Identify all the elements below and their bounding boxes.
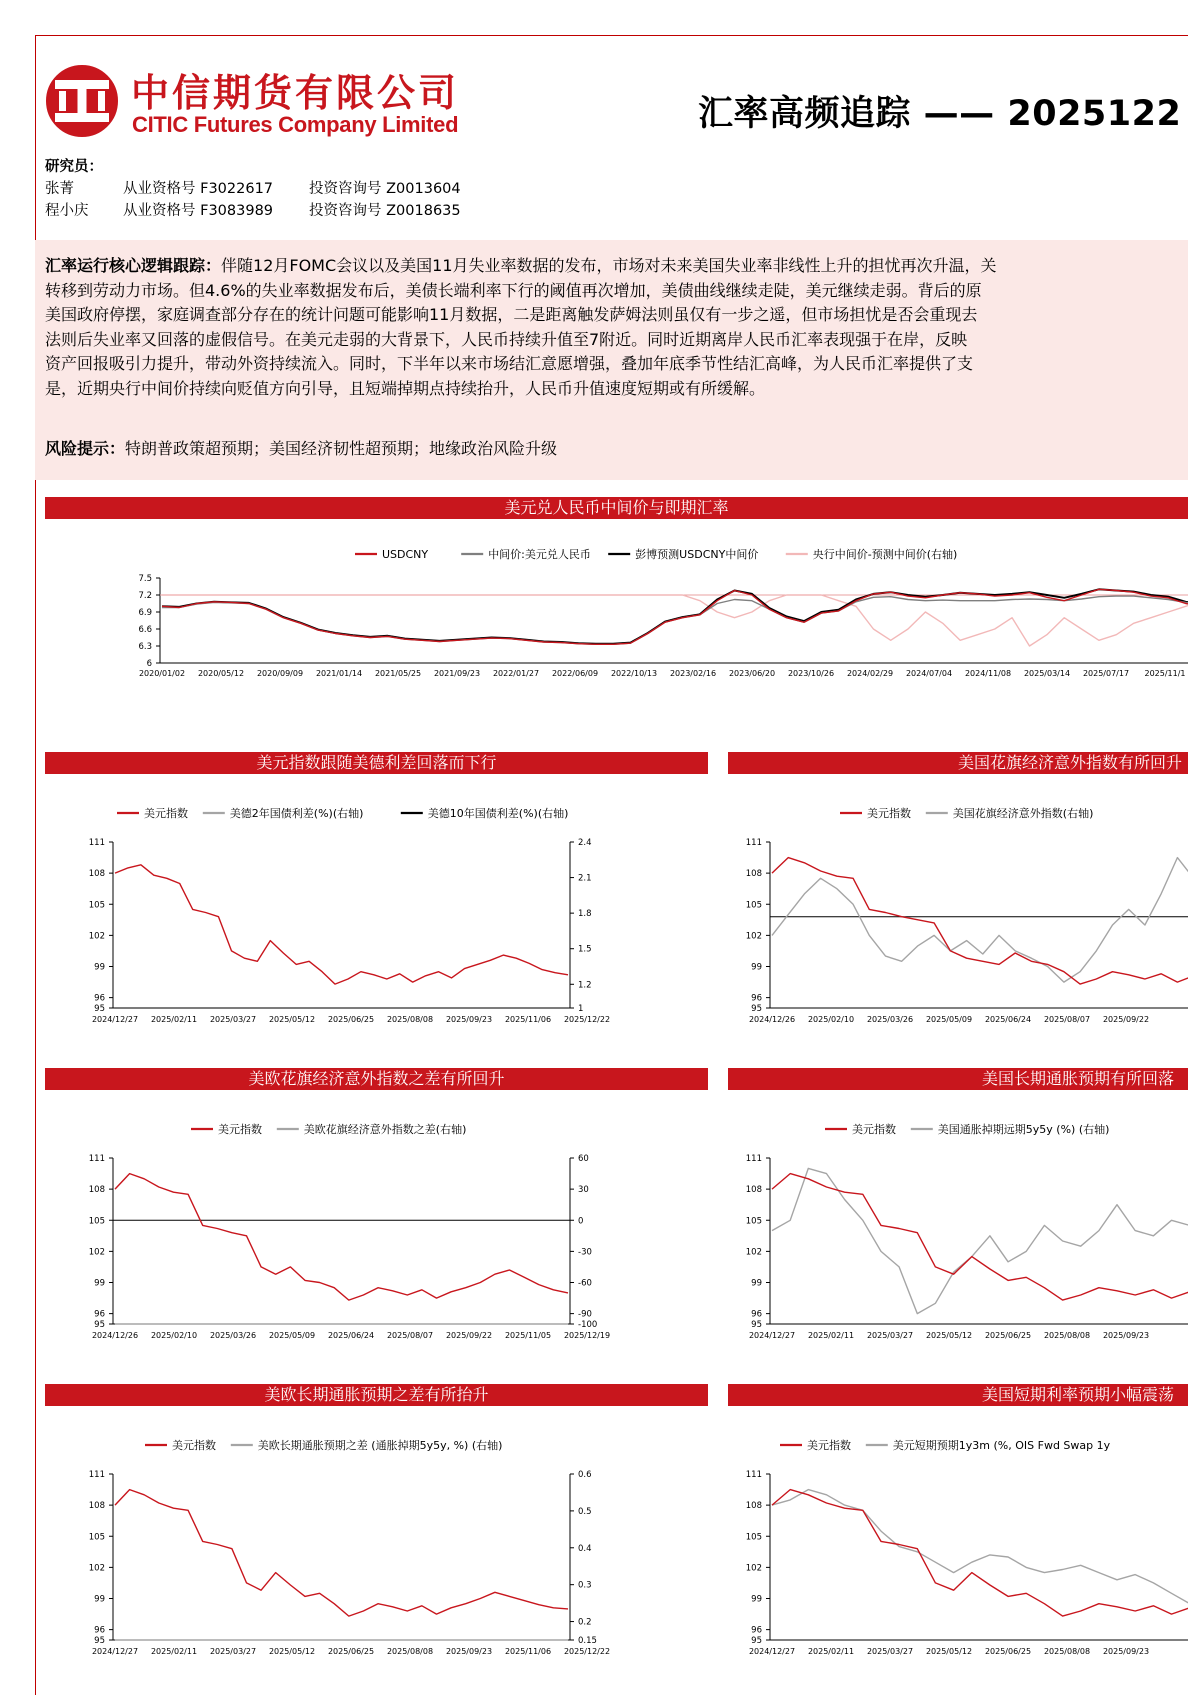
y-tick-label: 96 xyxy=(94,1625,105,1636)
x-tick-label: 2023/02/16 xyxy=(669,669,717,678)
y-tick-label-right: 2.4 xyxy=(578,838,592,848)
us-citi-surprise-chart xyxy=(728,795,1188,1040)
y-tick-label: 95 xyxy=(94,1004,105,1014)
x-tick-label: 2025/09/23 xyxy=(445,1015,493,1024)
x-tick-label: 2021/05/25 xyxy=(374,669,422,678)
legend-label: 美元指数 xyxy=(144,807,188,820)
y-tick-label: 99 xyxy=(94,962,105,973)
researchers-heading: 研究员： xyxy=(45,159,103,175)
y-tick-label: 95 xyxy=(751,1320,762,1330)
researcher-name: 程小庆 xyxy=(45,203,89,219)
series-line xyxy=(162,589,1188,643)
legend-label: 美元指数 xyxy=(172,1439,216,1452)
y-tick-label: 96 xyxy=(751,1625,762,1636)
researcher-qualification: 从业资格号 F3022617 xyxy=(123,181,274,197)
x-tick-label: 2025/11/05 xyxy=(504,1331,552,1340)
summary-box xyxy=(35,240,1188,480)
x-tick-label: 2025/02/11 xyxy=(807,1647,855,1656)
x-tick-label: 2025/09/22 xyxy=(445,1331,493,1340)
x-tick-label: 2025/08/07 xyxy=(386,1331,434,1340)
y-tick-label: 111 xyxy=(745,838,762,848)
legend-label: 美德2年国债利差(%)(右轴) xyxy=(229,807,364,820)
y-tick-label: 99 xyxy=(751,962,762,973)
chart-title-bar: 美国短期利率预期小幅震荡 xyxy=(728,1384,1188,1406)
y-tick-label: 6.6 xyxy=(138,625,152,635)
chart-title-bar: 美元兑人民币中间价与即期汇率 xyxy=(45,497,1188,519)
risk-warning xyxy=(45,436,557,459)
x-tick-label: 2025/08/08 xyxy=(386,1647,434,1656)
x-tick-label: 2025/08/08 xyxy=(1043,1331,1091,1340)
x-tick-label: 2024/12/27 xyxy=(91,1647,139,1656)
y-tick-label-right: 1.8 xyxy=(578,909,592,920)
y-tick-label: 105 xyxy=(745,900,762,911)
x-tick-label: 2025/09/23 xyxy=(1102,1647,1150,1656)
summary-line: 资产回报吸引力提升，带动外资持续流入。同时，下半年以来市场结汇意愿增强，叠加年底季节性结汇高峰，为人民币汇率提供了支 xyxy=(45,354,974,373)
series-line xyxy=(772,1174,1188,1301)
y-tick-label: 99 xyxy=(94,1594,105,1605)
series-line xyxy=(115,865,568,984)
x-tick-label: 2024/12/27 xyxy=(748,1647,796,1656)
x-tick-label: 2025/06/24 xyxy=(984,1015,1032,1024)
x-tick-label: 2020/05/12 xyxy=(197,669,245,678)
x-tick-label: 2025/03/27 xyxy=(866,1647,914,1656)
y-tick-label: 95 xyxy=(94,1320,105,1330)
y-tick-label: 95 xyxy=(94,1636,105,1646)
y-tick-label: 108 xyxy=(88,869,105,880)
researcher-row xyxy=(45,178,461,200)
x-tick-label: 2025/05/12 xyxy=(925,1647,973,1656)
x-tick-label: 2024/12/26 xyxy=(91,1331,139,1340)
x-tick-label: 2025/03/26 xyxy=(209,1331,257,1340)
x-tick-label: 2025/03/27 xyxy=(209,1647,257,1656)
researcher-advisory: 投资咨询号 Z0018635 xyxy=(309,203,461,219)
legend-label: 美欧花旗经济意外指数之差(右轴) xyxy=(303,1123,467,1136)
x-tick-label: 2025/11/1 xyxy=(1144,669,1186,678)
x-tick-label: 2025/03/14 xyxy=(1023,669,1071,678)
researcher-advisory: 投资咨询号 Z0013604 xyxy=(309,181,461,197)
y-tick-label: 99 xyxy=(751,1278,762,1289)
y-tick-label: 7.5 xyxy=(138,574,152,584)
y-tick-label: 108 xyxy=(88,1501,105,1512)
x-tick-label: 2025/02/11 xyxy=(807,1331,855,1340)
x-tick-label: 2025/05/12 xyxy=(925,1331,973,1340)
y-tick-label: 108 xyxy=(745,869,762,880)
legend-label: 中间价:美元兑人民币 xyxy=(488,548,591,561)
series-line xyxy=(115,1174,568,1301)
y-tick-label: 95 xyxy=(751,1636,762,1646)
chart-title-bar: 美国花旗经济意外指数有所回升 xyxy=(728,752,1188,774)
y-tick-label-right: 0.4 xyxy=(578,1543,592,1554)
us-short-rate-expectation-chart xyxy=(728,1427,1188,1680)
y-tick-label: 105 xyxy=(745,1216,762,1227)
risk-text: 特朗普政策超预期；美国经济韧性超预期；地缘政治风险升级 xyxy=(125,439,558,458)
y-tick-label: 102 xyxy=(745,931,762,942)
y-tick-label-right: 1.2 xyxy=(578,980,592,991)
citic-logo-icon xyxy=(45,64,119,138)
y-tick-label: 111 xyxy=(745,1154,762,1164)
x-tick-label: 2025/02/10 xyxy=(807,1015,855,1024)
y-tick-label: 99 xyxy=(751,1594,762,1605)
x-tick-label: 2021/09/23 xyxy=(433,669,481,678)
chart-title-bar: 美欧花旗经济意外指数之差有所回升 xyxy=(45,1068,708,1090)
y-tick-label-right: 60 xyxy=(578,1154,589,1164)
legend-label: 美国花旗经济意外指数(右轴) xyxy=(952,807,1094,820)
series-line xyxy=(772,1168,1188,1313)
us-eu-inflation-diff-chart xyxy=(45,1427,708,1680)
x-tick-label: 2024/12/27 xyxy=(91,1015,139,1024)
x-tick-label: 2025/05/12 xyxy=(268,1647,316,1656)
x-tick-label: 2025/05/12 xyxy=(268,1015,316,1024)
risk-label: 风险提示： xyxy=(45,439,126,458)
x-tick-label: 2025/12/22 xyxy=(563,1015,611,1024)
y-tick-label: 108 xyxy=(745,1185,762,1196)
y-tick-label: 108 xyxy=(88,1185,105,1196)
summary-text xyxy=(45,254,1188,401)
series-line xyxy=(772,858,1188,985)
summary-line: 法则后失业率又回落的虚假信号。在美元走弱的大背景下，人民币持续升值至7附近。同时近期离岸人民币汇率表现强于在岸，反映 xyxy=(45,329,968,349)
x-tick-label: 2020/09/09 xyxy=(256,669,304,678)
summary-line: 是，近期央行中间价持续向贬值方向引导，且短端掉期点持续抬升，人民币升值速度短期或有所缓解。 xyxy=(45,378,766,398)
x-tick-label: 2025/08/08 xyxy=(1043,1647,1091,1656)
x-tick-label: 2025/02/11 xyxy=(150,1015,198,1024)
x-tick-label: 2025/11/06 xyxy=(504,1015,552,1024)
x-tick-label: 2025/05/09 xyxy=(925,1015,973,1024)
y-tick-label-right: 0.6 xyxy=(578,1470,592,1480)
x-tick-label: 2025/02/10 xyxy=(150,1331,198,1340)
x-tick-label: 2025/08/07 xyxy=(1043,1015,1091,1024)
y-tick-label-right: 0.15 xyxy=(578,1636,597,1646)
x-tick-label: 2025/03/27 xyxy=(866,1331,914,1340)
summary-line: 转移到劳动力市场。但4.6%的失业率数据发布后，美债长端利率下行的阈值再次增加，美债曲线继续走陡，美元继续走弱。背后的原 xyxy=(45,280,982,300)
x-tick-label: 2025/02/11 xyxy=(150,1647,198,1656)
legend-label: 美元指数 xyxy=(218,1123,262,1136)
y-tick-label: 95 xyxy=(751,1004,762,1014)
y-tick-label: 111 xyxy=(88,1154,105,1164)
y-tick-label: 105 xyxy=(745,1532,762,1543)
report-title: 汇率高频追踪 —— 2025122 xyxy=(698,94,1182,134)
x-tick-label: 2025/09/23 xyxy=(1102,1331,1150,1340)
y-tick-label-right: -90 xyxy=(578,1309,592,1320)
researcher-name: 张菁 xyxy=(45,181,74,197)
x-tick-label: 2023/06/20 xyxy=(728,669,776,678)
x-tick-label: 2025/09/22 xyxy=(1102,1015,1150,1024)
y-tick-label-right: 0 xyxy=(578,1216,584,1227)
x-tick-label: 2023/10/26 xyxy=(787,669,835,678)
y-tick-label: 102 xyxy=(745,1563,762,1574)
y-tick-label-right: 1.5 xyxy=(578,944,592,955)
x-tick-label: 2022/01/27 xyxy=(492,669,540,678)
y-tick-label: 102 xyxy=(88,1247,105,1258)
chart-title-bar: 美元指数跟随美德利差回落而下行 xyxy=(45,752,708,774)
researcher-qualification: 从业资格号 F3083989 xyxy=(123,203,274,219)
legend-label: 美元短期预期1y3m (%, OIS Fwd Swap 1y xyxy=(892,1439,1111,1452)
y-tick-label: 7.2 xyxy=(138,591,152,601)
us-inflation-expectation-chart xyxy=(728,1111,1188,1356)
summary-line: 伴随12月FOMC会议以及美国11月失业率数据的发布，市场对未来美国失业率非线性上升的担忧再次升温，关 xyxy=(221,256,997,275)
chart-title-bar: 美欧长期通胀预期之差有所抬升 xyxy=(45,1384,708,1406)
x-tick-label: 2025/07/17 xyxy=(1082,669,1130,678)
y-tick-label-right: 0.5 xyxy=(578,1506,592,1517)
researcher-row xyxy=(45,200,461,222)
series-line xyxy=(115,1490,568,1617)
legend-label: 美欧长期通胀预期之差 (通胀掉期5y5y, %) (右轴) xyxy=(257,1439,503,1452)
summary-line: 美国政府停摆，家庭调查部分存在的统计问题可能影响11月数据，二是距离触发萨姆法则虽仅有一步之遥，但市场担忧是否会重现去 xyxy=(45,305,978,324)
x-tick-label: 2025/12/19 xyxy=(563,1331,611,1340)
y-tick-label: 102 xyxy=(88,1563,105,1574)
y-tick-label: 96 xyxy=(94,1309,105,1320)
y-tick-label-right: -60 xyxy=(578,1278,592,1289)
y-tick-label-right: -100 xyxy=(578,1320,598,1330)
x-tick-label: 2025/06/25 xyxy=(984,1647,1032,1656)
dxy-us-de-spread-chart xyxy=(45,795,708,1040)
y-tick-label: 6.3 xyxy=(138,642,152,652)
series-line xyxy=(162,595,1188,646)
y-tick-label: 105 xyxy=(88,900,105,911)
x-tick-label: 2025/03/27 xyxy=(209,1015,257,1024)
y-tick-label: 111 xyxy=(745,1470,762,1480)
series-line xyxy=(772,1490,1188,1617)
researchers-block xyxy=(45,156,461,222)
x-tick-label: 2021/01/14 xyxy=(315,669,363,678)
y-tick-label-right: 0.2 xyxy=(578,1617,592,1628)
y-tick-label: 96 xyxy=(751,993,762,1004)
x-tick-label: 2024/11/08 xyxy=(964,669,1012,678)
x-tick-label: 2025/03/26 xyxy=(866,1015,914,1024)
x-tick-label: 2020/01/02 xyxy=(138,669,186,678)
series-line xyxy=(772,858,1188,983)
y-tick-label: 111 xyxy=(88,1470,105,1480)
logo-english-name: CITIC Futures Company Limited xyxy=(132,112,459,137)
y-tick-label: 102 xyxy=(745,1247,762,1258)
x-tick-label: 2025/11/06 xyxy=(504,1647,552,1656)
usdcny-fixing-spot-chart xyxy=(45,540,1188,730)
x-tick-label: 2022/06/09 xyxy=(551,669,599,678)
y-tick-label: 105 xyxy=(88,1532,105,1543)
y-tick-label: 99 xyxy=(94,1278,105,1289)
y-tick-label-right: 0.3 xyxy=(578,1580,592,1591)
company-logo xyxy=(45,62,545,142)
legend-label: USDCNY xyxy=(382,548,429,561)
logo-chinese-name: 中信期货有限公司 xyxy=(131,70,460,115)
legend-label: 美德10年国债利差(%)(右轴) xyxy=(427,807,569,820)
legend-label: 美元指数 xyxy=(807,1439,851,1452)
x-tick-label: 2025/06/25 xyxy=(327,1647,375,1656)
y-tick-label: 6 xyxy=(146,659,152,669)
x-tick-label: 2025/06/25 xyxy=(327,1015,375,1024)
x-tick-label: 2024/12/26 xyxy=(748,1015,796,1024)
y-tick-label: 108 xyxy=(745,1501,762,1512)
y-tick-label-right: -30 xyxy=(578,1247,592,1258)
x-tick-label: 2022/10/13 xyxy=(610,669,658,678)
summary-label: 汇率运行核心逻辑跟踪： xyxy=(45,256,222,275)
x-tick-label: 2024/02/29 xyxy=(846,669,894,678)
x-tick-label: 2025/06/24 xyxy=(327,1331,375,1340)
x-tick-label: 2024/12/27 xyxy=(748,1331,796,1340)
legend-label: 彭博预测USDCNY中间价 xyxy=(635,548,759,561)
legend-label: 美元指数 xyxy=(867,807,911,820)
y-tick-label: 102 xyxy=(88,931,105,942)
x-tick-label: 2024/07/04 xyxy=(905,669,953,678)
x-tick-label: 2025/05/09 xyxy=(268,1331,316,1340)
legend-label: 央行中间价-预测中间价(右轴) xyxy=(812,548,958,561)
x-tick-label: 2025/08/08 xyxy=(386,1015,434,1024)
y-tick-label-right: 30 xyxy=(578,1185,589,1196)
y-tick-label: 96 xyxy=(751,1309,762,1320)
legend-label: 美国通胀掉期远期5y5y (%) (右轴) xyxy=(937,1123,1110,1136)
x-tick-label: 2025/12/22 xyxy=(563,1647,611,1656)
x-tick-label: 2025/06/25 xyxy=(984,1331,1032,1340)
y-tick-label-right: 2.1 xyxy=(578,873,592,884)
y-tick-label: 111 xyxy=(88,838,105,848)
y-tick-label-right: 1 xyxy=(578,1004,584,1014)
legend-label: 美元指数 xyxy=(852,1123,896,1136)
series-line xyxy=(162,589,1188,644)
y-tick-label: 6.9 xyxy=(138,608,152,618)
y-tick-label: 105 xyxy=(88,1216,105,1227)
chart-title-bar: 美国长期通胀预期有所回落 xyxy=(728,1068,1188,1090)
y-tick-label: 96 xyxy=(94,993,105,1004)
series-line xyxy=(772,1490,1188,1604)
us-eu-surprise-diff-chart xyxy=(45,1111,708,1356)
x-tick-label: 2025/09/23 xyxy=(445,1647,493,1656)
